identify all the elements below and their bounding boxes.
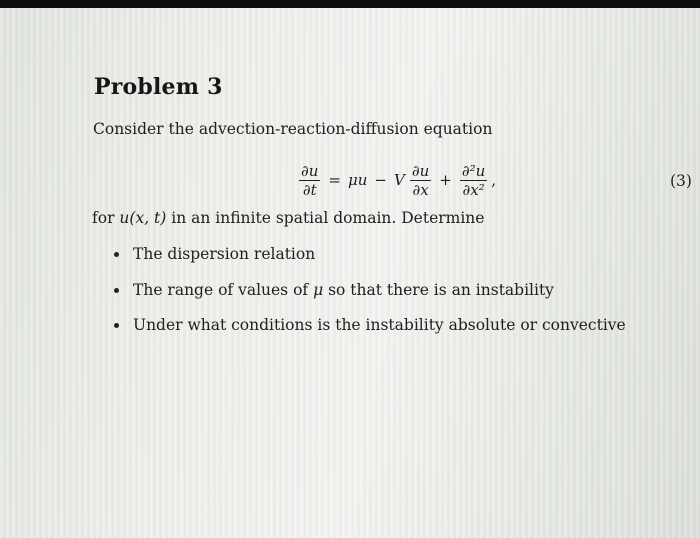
second-derivative (460, 162, 487, 199)
list-item-symbol: μ (313, 281, 324, 299)
equation (296, 158, 496, 202)
domain-prefix: for (92, 209, 115, 227)
minus-sign: − (374, 171, 387, 189)
bullet-icon (114, 252, 119, 257)
domain-suffix: in an infinite spatial domain. Determine (171, 209, 485, 227)
space-derivative (410, 162, 431, 199)
space-derivative-numerator: ∂u (411, 161, 430, 180)
list-item-text-suffix: so that there is an instability (328, 281, 554, 299)
bullet-icon (114, 323, 119, 328)
time-derivative-denominator: ∂t (302, 180, 317, 199)
domain-function: u(x, t) (119, 209, 167, 227)
list-item-text-prefix: The range of values of (133, 281, 309, 299)
problem-heading: Problem 3 (94, 74, 223, 100)
problem-intro: Consider the advection-reaction-diffusion equation (93, 120, 493, 138)
time-derivative (299, 162, 320, 199)
advection-coefficient: V (394, 171, 405, 189)
space-derivative-denominator: ∂x (412, 180, 429, 199)
equals-sign: = (328, 171, 341, 189)
reaction-term: μu (348, 171, 368, 189)
list-item-text: Under what conditions is the instability absolute or convective (133, 316, 626, 334)
list-item (114, 281, 554, 299)
list-item (114, 245, 315, 263)
second-derivative-denominator: ∂x² (462, 180, 485, 199)
equation-comma: , (491, 171, 497, 189)
bullet-icon (114, 288, 119, 293)
domain-statement (92, 209, 484, 227)
top-border (0, 0, 700, 8)
list-item (114, 316, 626, 334)
plus-sign: + (439, 171, 452, 189)
second-derivative-numerator: ∂²u (461, 161, 486, 180)
equation-number: (3) (670, 172, 692, 190)
problem-page (0, 8, 700, 538)
list-item-text: The dispersion relation (133, 245, 316, 263)
time-derivative-numerator: ∂u (301, 161, 319, 180)
